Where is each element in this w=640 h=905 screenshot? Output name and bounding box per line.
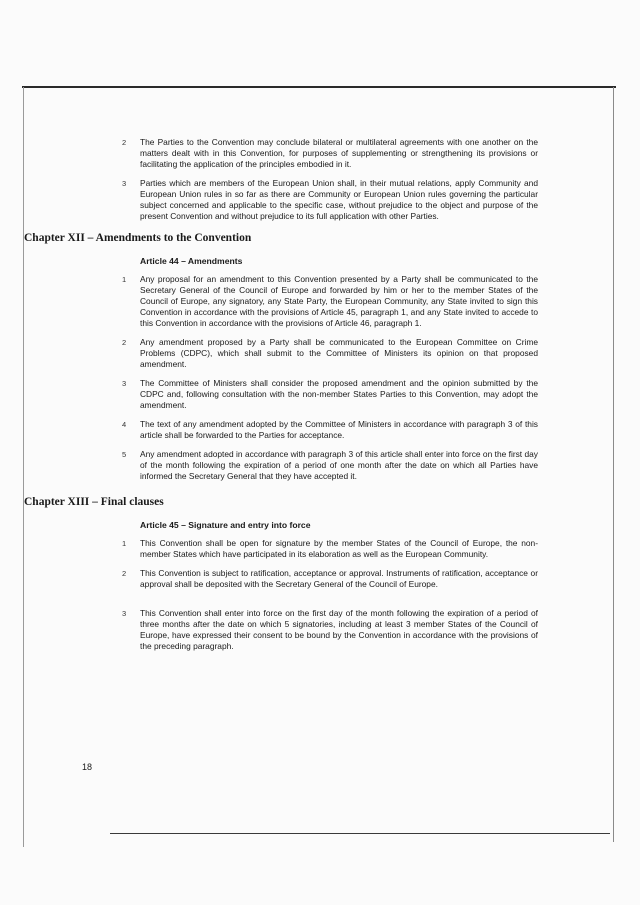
- paragraph-text: This Convention is subject to ratification, acceptance or approval. Instruments of ratification, acceptance or approval shall be deposited with the Secretary General of the Council of Europe.: [140, 568, 538, 589]
- page-number: 18: [82, 762, 93, 772]
- paragraph-number: 1: [122, 275, 127, 284]
- paragraph-number: 3: [122, 379, 127, 388]
- right-rule: [613, 87, 614, 842]
- paragraph: [82, 608, 538, 652]
- paragraph-text: This Convention shall enter into force on the first day of the month following the expiration of a period of three months after the date on which 5 signatories, including at least 3 member States of the Council of Europe, have expressed their consent to be bound by the Convention in accordance with the provisions of the preceding paragraph.: [140, 608, 538, 651]
- paragraph-text: Any amendment proposed by a Party shall be communicated to the European Committee on Crime Problems (CDPC), which shall submit to the Committee of Ministers its opinion on that proposed amendment.: [140, 337, 538, 369]
- top-rule: [22, 86, 616, 88]
- paragraph: [82, 178, 538, 222]
- chapter-heading: Chapter XII – Amendments to the Convention: [24, 232, 252, 244]
- paragraph-text: This Convention shall be open for signature by the member States of the Council of Europe, the non-member States which have participated in its elaboration as well as the European Community.: [140, 538, 538, 559]
- paragraph: [82, 419, 538, 441]
- paragraph-number: 4: [122, 420, 127, 429]
- paragraph-number: 1: [122, 539, 127, 548]
- paragraph: [82, 568, 538, 590]
- paragraph: [82, 337, 538, 370]
- paragraph-number: 2: [122, 338, 127, 347]
- paragraph-text: The Parties to the Convention may conclude bilateral or multilateral agreements with one another on the matters dealt with in this Convention, for purposes of supplementing or strengthening its provisions or facilitating the application of the principles embodied in it.: [140, 137, 538, 169]
- paragraph: [82, 378, 538, 411]
- paragraph-number: 3: [122, 609, 127, 618]
- paragraph: [82, 274, 538, 329]
- left-rule: [23, 87, 24, 847]
- chapter-heading: Chapter XIII – Final clauses: [24, 496, 164, 508]
- paragraph-number: 3: [122, 179, 127, 188]
- paragraph-number: 2: [122, 569, 127, 578]
- paragraph-text: The text of any amendment adopted by the Committee of Ministers in accordance with paragraph 3 of this article shall be forwarded to the Parties for acceptance.: [140, 419, 538, 440]
- paragraph-text: Parties which are members of the European Union shall, in their mutual relations, apply Community and European Union rules in so far as there are Community or European Union rules governing the particular subject concerned and applicable to the specific case, without prejudice to the object and purpose of the present Convention and without prejudice to its full application with other Parties.: [140, 178, 538, 221]
- paragraph: [82, 137, 538, 170]
- bottom-rule: [110, 833, 610, 834]
- paragraph-text: Any proposal for an amendment to this Convention presented by a Party shall be communicated to the Secretary General of the Council of Europe and forwarded by him or her to the member States of the Council of Europe, any signatory, any State Party, the European Community, any State invited to sign this Convention in accordance with the provisions of Article 45, paragraph 1, and any State invited to accede to this Convention in accordance with the provisions of Article 46, paragraph 1.: [140, 274, 538, 328]
- paragraph-text: The Committee of Ministers shall consider the proposed amendment and the opinion submitted by the CDPC and, following consultation with the non-member States Parties to this Convention, may adopt the amendment.: [140, 378, 538, 410]
- paragraph-number: 2: [122, 138, 127, 147]
- article-heading: Article 44 – Amendments: [140, 256, 243, 266]
- article-heading: Article 45 – Signature and entry into force: [140, 520, 311, 530]
- paragraph: [82, 449, 538, 482]
- paragraph: [82, 538, 538, 560]
- paragraph-text: Any amendment adopted in accordance with paragraph 3 of this article shall enter into force on the first day of the month following the expiration of a period of one month after the date on which all Parties have informed the Secretary General that they have accepted it.: [140, 449, 538, 481]
- paragraph-number: 5: [122, 450, 127, 459]
- document-body: [24, 137, 538, 660]
